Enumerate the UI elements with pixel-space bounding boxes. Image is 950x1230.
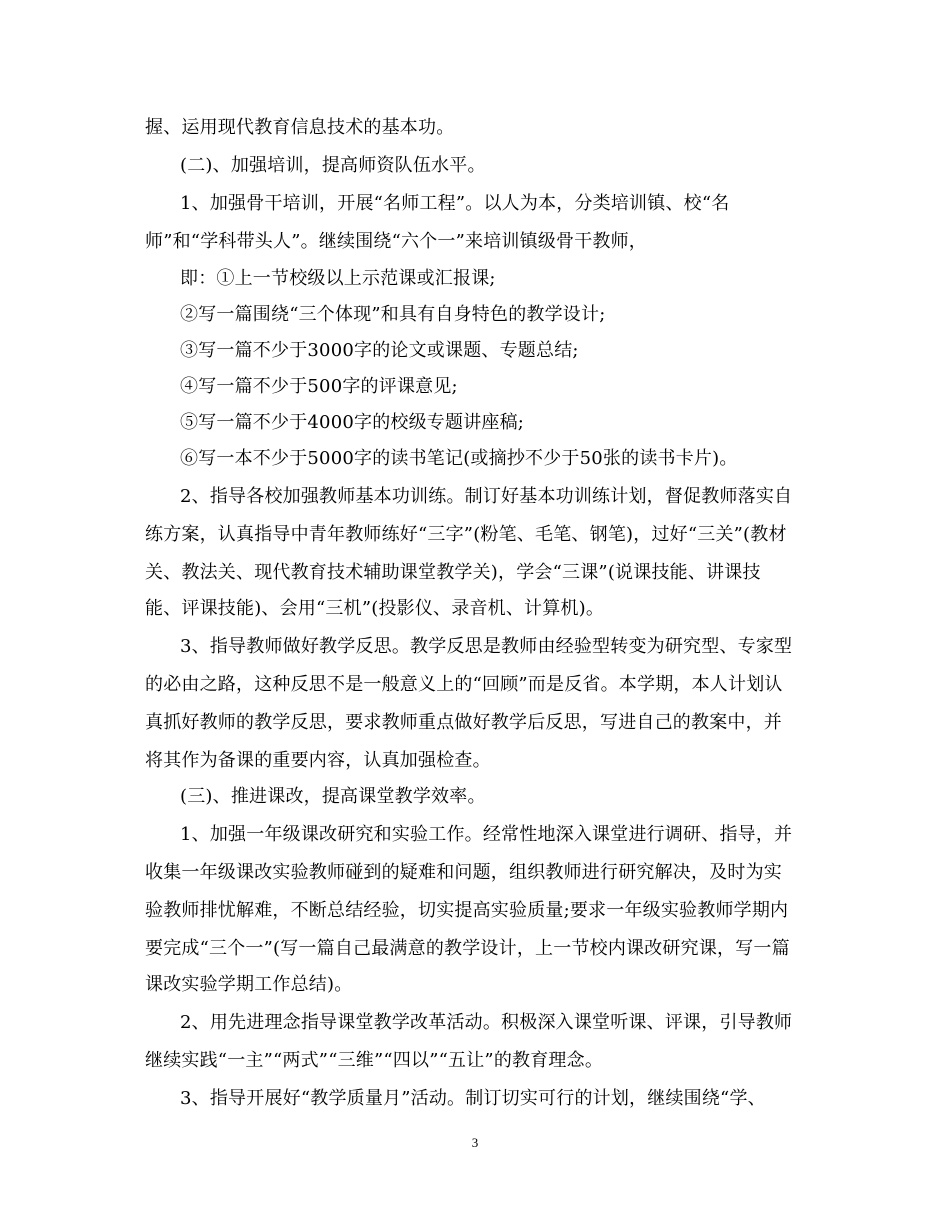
list-item: ⑥写一本不少于5000字的读书笔记(或摘抄不少于50张的读书卡片)。 bbox=[180, 448, 738, 469]
text-line: 验教师排忧解难，不断总结经验，切实提高实验质量;要求一年级实验教师学期内 bbox=[145, 900, 789, 921]
list-item: 即：①上一节校级以上示范课或汇报课; bbox=[180, 268, 496, 289]
text-line: 2、指导各校加强教师基本功训练。制订好基本功训练计划，督促教师落实自 bbox=[180, 486, 793, 507]
text-line: 握、运用现代教育信息技术的基本功。 bbox=[145, 117, 455, 138]
text-line: 课改实验学期工作总结)。 bbox=[145, 974, 353, 995]
section-heading: (二)、加强培训，提高师资队伍水平。 bbox=[180, 155, 486, 176]
text-line: 3、指导开展好“教学质量月”活动。制订切实可行的计划，继续围绕“学、 bbox=[180, 1088, 766, 1109]
text-line: 继续实践“一主”“两式”“三维”“四以”“五让”的教育理念。 bbox=[145, 1050, 604, 1071]
text-line: 关、教法关、现代教育技术辅助课堂教学关)，学会“三课”(说课技能、讲课技 bbox=[145, 562, 761, 583]
text-line: 师”和“学科带头人”。继续围绕“六个一”来培训镇级骨干教师， bbox=[145, 231, 648, 252]
section-heading: (三)、推进课改，提高课堂教学效率。 bbox=[180, 786, 486, 807]
text-line: 真抓好教师的教学反思，要求教师重点做好教学后反思，写进自己的教案中，并 bbox=[145, 712, 782, 733]
text-line: 1、加强一年级课改研究和实验工作。经常性地深入课堂进行调研、指导，并 bbox=[180, 824, 793, 845]
text-line: 3、指导教师做好教学反思。教学反思是教师由经验型转变为研究型、专家型 bbox=[180, 636, 793, 657]
text-line: 练方案，认真指导中青年教师练好“三字”(粉笔、毛笔、钢笔)，过好“三关”(教材 bbox=[145, 524, 787, 545]
text-line: 将其作为备课的重要内容，认真加强检查。 bbox=[145, 750, 491, 771]
list-item: ④写一篇不少于500字的评课意见; bbox=[180, 376, 458, 397]
text-line: 2、用先进理念指导课堂教学改革活动。积极深入课堂听课、评课，引导教师 bbox=[180, 1012, 793, 1033]
text-line: 1、加强骨干培训，开展“名师工程”。以人为本，分类培训镇、校“名 bbox=[180, 193, 730, 214]
text-line: 收集一年级课改实验教师碰到的疑难和问题，组织教师进行研究解决，及时为实 bbox=[145, 862, 782, 883]
text-line: 要完成“三个一”(写一篇自己最满意的教学设计，上一节校内课改研究课，写一篇 bbox=[145, 938, 790, 959]
list-item: ②写一篇围绕“三个体现”和具有自身特色的教学设计; bbox=[180, 304, 606, 325]
text-line: 能、评课技能)、会用“三机”(投影仪、录音机、计算机)。 bbox=[145, 598, 605, 619]
list-item: ⑤写一篇不少于4000字的校级专题讲座稿; bbox=[180, 412, 525, 433]
text-line: 的必由之路，这种反思不是一般意义上的“回顾”而是反省。本学期，本人计划认 bbox=[145, 674, 783, 695]
page-number: 3 bbox=[471, 1135, 479, 1150]
list-item: ③写一篇不少于3000字的论文或课题、专题总结; bbox=[180, 340, 579, 361]
